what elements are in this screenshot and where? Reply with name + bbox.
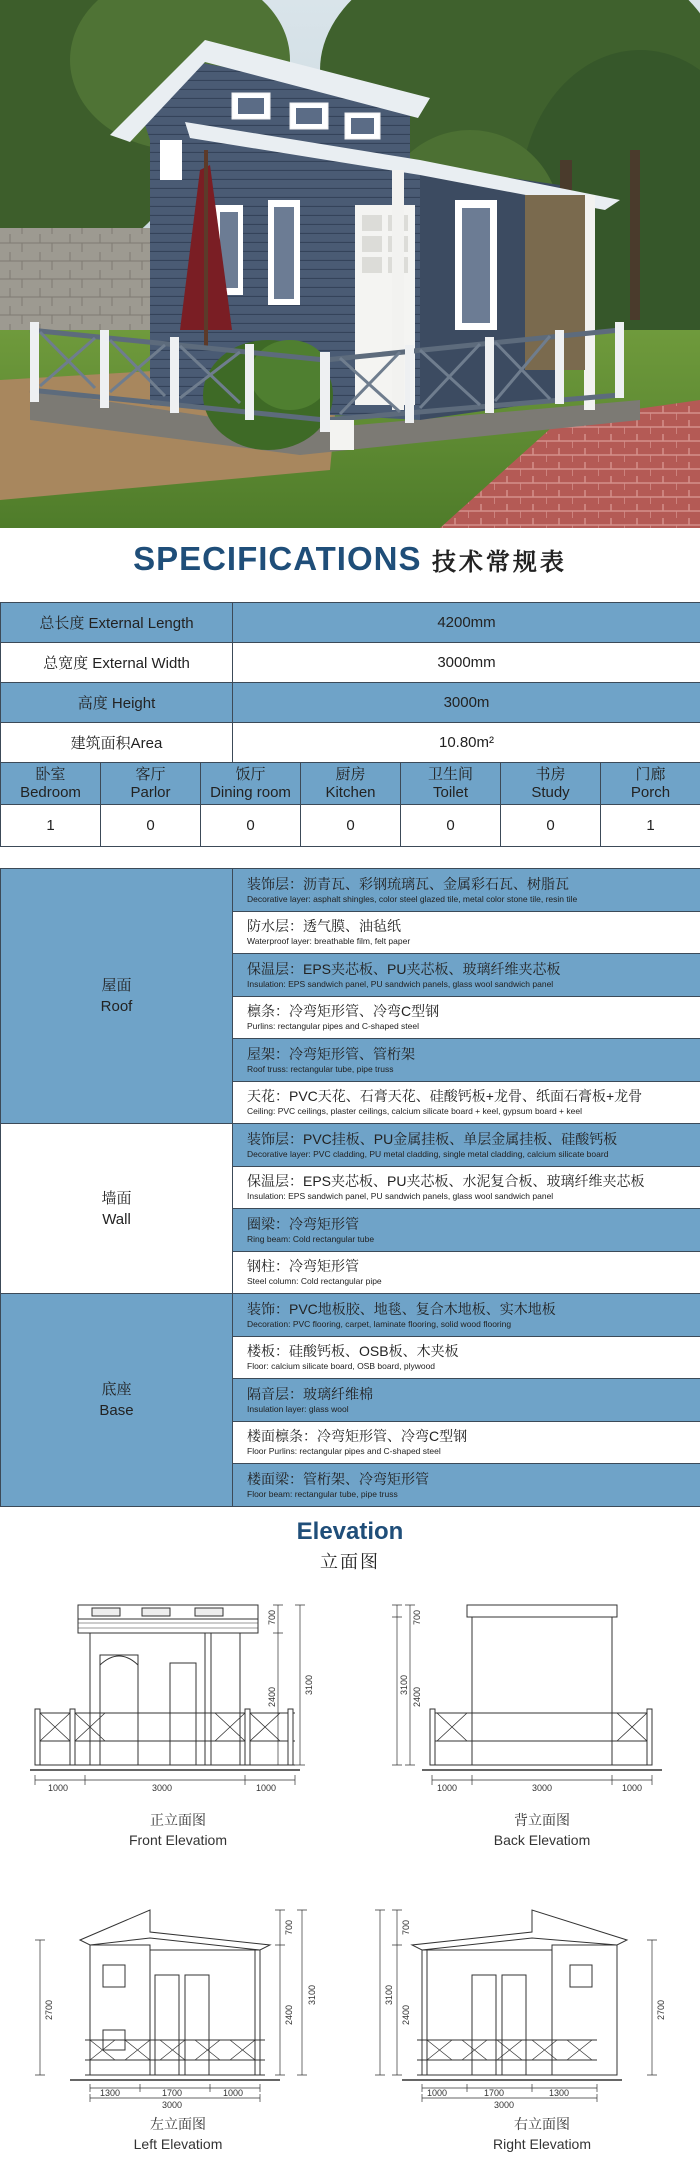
roof-item bbox=[233, 911, 700, 954]
base-item bbox=[233, 1421, 700, 1464]
room-header-parlor bbox=[101, 763, 201, 805]
item-cn: 保温层：EPS夹芯板、PU夹芯板、水泥复合板、玻璃纤维夹芯板 bbox=[247, 1173, 645, 1190]
room-en: Bedroom bbox=[20, 783, 81, 801]
room-cn: 书房 bbox=[535, 765, 566, 783]
roof-item bbox=[233, 1081, 700, 1124]
caption-en: Front Elevatiom bbox=[128, 1832, 228, 1848]
roof-category bbox=[1, 869, 233, 1124]
base-category bbox=[1, 1294, 233, 1507]
dim-label: 2400 bbox=[401, 2004, 411, 2025]
spec-row-area bbox=[1, 723, 700, 763]
item-cn: 隔音层：玻璃纤维棉 bbox=[247, 1385, 373, 1402]
room-count: 1 bbox=[1, 805, 101, 847]
spec-value: 4200mm bbox=[233, 603, 700, 643]
dim-label: 3100 bbox=[399, 1674, 409, 1695]
item-en: Insulation: EPS sandwich panel, PU sandwich panels, glass wool sandwich panel bbox=[247, 978, 554, 989]
item-en: Decorative layer: asphalt shingles, color steel glazed tile, metal color stone tile, resin tile bbox=[247, 893, 578, 904]
category-cn: 墙面 bbox=[101, 1189, 132, 1207]
item-en: Purlins: rectangular pipes and C-shaped steel bbox=[247, 1021, 419, 1032]
item-cn: 楼面梁：管桁架、冷弯矩形管 bbox=[247, 1470, 429, 1487]
rooms-count-row bbox=[1, 805, 700, 847]
left-elevation-caption bbox=[28, 2114, 328, 2152]
dim-label: 3000 bbox=[152, 1783, 173, 1793]
caption-cn: 背立面图 bbox=[514, 1812, 570, 1828]
item-cn: 防水层：透气膜、油毡纸 bbox=[247, 918, 401, 935]
item-cn: 装饰：PVC地板胶、地毯、复合木地板、实木地板 bbox=[247, 1300, 556, 1317]
dim-label: 700 bbox=[401, 1919, 411, 1935]
item-en: Floor Purlins: rectangular pipes and C-shaped steel bbox=[247, 1446, 441, 1457]
room-en: Parlor bbox=[130, 783, 171, 801]
spec-title-cn: 技术常规表 bbox=[431, 548, 567, 576]
dim-label: 1000 bbox=[622, 1783, 643, 1793]
base-item bbox=[233, 1464, 700, 1507]
item-en: Floor: calcium silicate board, OSB board, plywood bbox=[247, 1361, 436, 1372]
roof-item bbox=[233, 869, 700, 912]
rooms-header-row bbox=[1, 763, 700, 805]
room-header-study bbox=[501, 763, 601, 805]
room-count: 0 bbox=[501, 805, 601, 847]
room-cn: 饭厅 bbox=[235, 765, 266, 783]
roof-item bbox=[233, 954, 700, 997]
room-cn: 厨房 bbox=[335, 765, 366, 783]
item-en: Insulation layer: glass wool bbox=[247, 1403, 349, 1414]
left-elevation-drawing bbox=[30, 1890, 330, 2115]
dim-label: 1000 bbox=[256, 1783, 277, 1793]
dim-label: 3100 bbox=[304, 1674, 314, 1695]
base-item bbox=[233, 1379, 700, 1422]
dim-label: 1300 bbox=[549, 2088, 570, 2098]
roof-item bbox=[233, 996, 700, 1039]
spec-row-length bbox=[1, 603, 700, 643]
category-cn: 底座 bbox=[101, 1380, 132, 1398]
category-en: Roof bbox=[100, 998, 133, 1015]
rooms-table bbox=[0, 762, 700, 847]
item-en: Floor beam: rectangular tube, pipe truss bbox=[247, 1488, 398, 1499]
room-count: 0 bbox=[401, 805, 501, 847]
room-en: Study bbox=[531, 783, 570, 801]
spec-value: 10.80m² bbox=[233, 723, 700, 763]
spec-row-width bbox=[1, 643, 700, 683]
category-en: Wall bbox=[102, 1210, 131, 1228]
spec-label: 高度 Height bbox=[1, 683, 233, 723]
elevation-title bbox=[0, 1518, 700, 1574]
wall-row bbox=[1, 1124, 700, 1167]
category-en: Base bbox=[99, 1401, 134, 1419]
caption-en: Right Elevatiom bbox=[492, 2136, 592, 2152]
item-en: Decorative layer: PVC cladding, PU metal cladding, single metal cladding, calcium silicate board bbox=[247, 1148, 609, 1159]
item-en: Insulation: EPS sandwich panel, PU sandwich panels, glass wool sandwich panel bbox=[247, 1191, 554, 1202]
base-row bbox=[1, 1294, 700, 1337]
materials-table bbox=[0, 868, 700, 1507]
caption-cn: 左立面图 bbox=[150, 2116, 206, 2132]
caption-cn: 正立面图 bbox=[150, 1812, 206, 1828]
spec-value: 3000mm bbox=[233, 643, 700, 683]
back-elevation-caption bbox=[392, 1810, 692, 1848]
spec-value: 3000m bbox=[233, 683, 700, 723]
roof-item bbox=[233, 1039, 700, 1082]
dim-label: 3000 bbox=[494, 2100, 515, 2110]
dim-label: 3000 bbox=[162, 2100, 183, 2110]
dim-label: 1000 bbox=[223, 2088, 244, 2098]
base-item bbox=[233, 1336, 700, 1379]
basic-spec-table bbox=[0, 602, 700, 763]
room-cn: 卫生间 bbox=[427, 765, 473, 783]
room-count: 0 bbox=[201, 805, 301, 847]
spec-title-en: SPECIFICATIONS bbox=[133, 540, 422, 577]
room-header-porch bbox=[601, 763, 700, 805]
room-en: Toilet bbox=[432, 783, 469, 801]
dim-label: 2700 bbox=[656, 1999, 666, 2020]
right-elevation-drawing bbox=[372, 1890, 672, 2115]
spec-label: 总宽度 External Width bbox=[1, 643, 233, 683]
spec-title bbox=[0, 540, 700, 596]
spec-label: 总长度 External Length bbox=[1, 603, 233, 643]
room-en: Dining room bbox=[210, 783, 291, 801]
item-en: Waterproof layer: breathable film, felt paper bbox=[247, 936, 411, 947]
dim-label: 2400 bbox=[284, 2004, 294, 2025]
room-header-bedroom bbox=[1, 763, 101, 805]
item-cn: 钢柱：冷弯矩形管 bbox=[247, 1258, 359, 1275]
wall-item bbox=[233, 1166, 700, 1209]
room-count: 1 bbox=[601, 805, 700, 847]
item-cn: 楼面檩条：冷弯矩形管、冷弯C型钢 bbox=[247, 1428, 468, 1445]
dim-label: 1000 bbox=[427, 2088, 448, 2098]
dim-label: 1000 bbox=[437, 1783, 458, 1793]
roof-row bbox=[1, 869, 700, 912]
item-cn: 楼板：硅酸钙板、OSB板、木夹板 bbox=[247, 1343, 459, 1360]
item-cn: 圈梁：冷弯矩形管 bbox=[247, 1215, 359, 1232]
right-elevation-caption bbox=[392, 2114, 692, 2152]
item-cn: 檩条：冷弯矩形管、冷弯C型钢 bbox=[247, 1003, 440, 1020]
item-en: Ring beam: Cold rectangular tube bbox=[247, 1233, 375, 1244]
item-cn: 天花：PVC天花、石膏天花、硅酸钙板+龙骨、纸面石膏板+龙骨 bbox=[247, 1088, 643, 1105]
dim-label: 700 bbox=[267, 1609, 277, 1625]
caption-en: Left Elevatiom bbox=[133, 2136, 223, 2152]
wall-category bbox=[1, 1124, 233, 1294]
item-cn: 装饰层：沥青瓦、彩钢琉璃瓦、金属彩石瓦、树脂瓦 bbox=[247, 875, 569, 892]
base-item bbox=[233, 1294, 700, 1337]
room-en: Kitchen bbox=[325, 783, 376, 801]
dim-label: 2700 bbox=[44, 1999, 54, 2020]
dim-label: 2400 bbox=[412, 1686, 422, 1707]
spec-row-height bbox=[1, 683, 700, 723]
dim-label: 3100 bbox=[384, 1984, 394, 2005]
room-count: 0 bbox=[301, 805, 401, 847]
dim-label: 3100 bbox=[307, 1984, 317, 2005]
front-elevation-drawing bbox=[30, 1595, 330, 1800]
room-cn: 门廊 bbox=[635, 765, 666, 783]
dim-label: 1700 bbox=[162, 2088, 183, 2098]
room-cn: 卧室 bbox=[35, 765, 66, 783]
room-header-dining bbox=[201, 763, 301, 805]
item-en: Roof truss: rectangular tube, pipe truss bbox=[247, 1063, 394, 1074]
wall-item bbox=[233, 1124, 700, 1167]
front-elevation-caption bbox=[28, 1810, 328, 1848]
dim-label: 700 bbox=[284, 1919, 294, 1935]
back-elevation-drawing bbox=[392, 1595, 692, 1800]
item-en: Decoration: PVC flooring, carpet, laminate flooring, solid wood flooring bbox=[247, 1318, 512, 1329]
dim-label: 700 bbox=[412, 1609, 422, 1625]
dim-label: 1000 bbox=[48, 1783, 69, 1793]
house-photo bbox=[0, 0, 700, 528]
wall-item bbox=[233, 1209, 700, 1252]
category-cn: 屋面 bbox=[101, 977, 132, 994]
room-header-kitchen bbox=[301, 763, 401, 805]
elevation-title-en: Elevation bbox=[296, 1518, 404, 1545]
dim-label: 2400 bbox=[267, 1686, 277, 1707]
item-cn: 装饰层：PVC挂板、PU金属挂板、单层金属挂板、硅酸钙板 bbox=[247, 1130, 618, 1147]
dim-label: 3000 bbox=[532, 1783, 553, 1793]
wall-item bbox=[233, 1251, 700, 1294]
item-en: Ceiling: PVC ceilings, plaster ceilings, calcium silicate board + keel, gypsum board + keel bbox=[247, 1106, 582, 1117]
room-count: 0 bbox=[101, 805, 201, 847]
elevation-title-cn: 立面图 bbox=[320, 1552, 380, 1572]
item-en: Steel column: Cold rectangular pipe bbox=[247, 1276, 382, 1287]
dim-label: 1700 bbox=[484, 2088, 505, 2098]
spec-label: 建筑面积Area bbox=[1, 723, 233, 763]
caption-cn: 右立面图 bbox=[514, 2116, 570, 2132]
room-header-toilet bbox=[401, 763, 501, 805]
caption-en: Back Elevatiom bbox=[493, 1832, 591, 1848]
item-cn: 保温层：EPS夹芯板、PU夹芯板、玻璃纤维夹芯板 bbox=[247, 960, 561, 977]
item-cn: 屋架：冷弯矩形管、管桁架 bbox=[247, 1045, 415, 1062]
dim-label: 1300 bbox=[100, 2088, 121, 2098]
room-cn: 客厅 bbox=[135, 765, 166, 783]
room-en: Porch bbox=[630, 783, 671, 801]
